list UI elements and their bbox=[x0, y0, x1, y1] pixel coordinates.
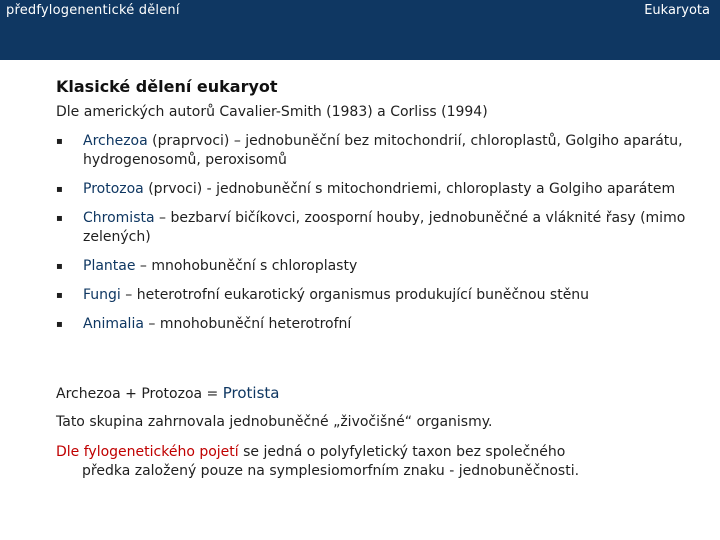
note-line: Tato skupina zahrnovala jednobuněčné „živočišné“ organismy. bbox=[56, 414, 493, 430]
list-item bbox=[56, 209, 696, 247]
bullet-icon: ▪ bbox=[56, 184, 63, 195]
section-label: předfylogenentické dělení bbox=[6, 3, 180, 18]
taxon-description: – mnohobuněční heterotrofní bbox=[143, 316, 352, 332]
list-item bbox=[56, 180, 696, 199]
header-bar bbox=[0, 0, 720, 60]
classification-list bbox=[56, 132, 696, 344]
bullet-icon: ▪ bbox=[56, 319, 63, 330]
taxon-description: (prvoci) - jednobuněční s mitochondriemi, chloroplasty a Golgiho aparátem bbox=[143, 181, 676, 197]
topic-label: Eukaryota bbox=[644, 3, 710, 18]
taxon-description: – bezbarví bičíkovci, zoosporní houby, jednobuněčné a vláknité řasy (mimo zelených) bbox=[83, 210, 686, 245]
taxon-description: (praprvoci) – jednobuněční bez mitochondrií, chloroplastů, Golgiho aparátu, hydrogenosomů, peroxisomů bbox=[83, 133, 683, 168]
conclusion-text: se jedná o polyfyletický taxon bez společného bbox=[238, 444, 566, 460]
taxon-description: – heterotrofní eukarotický organismus produkující buněčnou stěnu bbox=[120, 287, 590, 303]
taxon-name: Plantae bbox=[83, 258, 136, 274]
taxon-name: Fungi bbox=[83, 287, 121, 303]
taxon-name: Protozoa bbox=[83, 181, 144, 197]
summary-line bbox=[56, 384, 279, 404]
summary-prefix: Archezoa + Protozoa = bbox=[56, 386, 223, 402]
taxon-name: Archezoa bbox=[83, 133, 148, 149]
summary-term: Protista bbox=[222, 384, 280, 402]
slide-subtitle: Dle amerických autorů Cavalier-Smith (1983) a Corliss (1994) bbox=[56, 104, 488, 120]
bullet-icon: ▪ bbox=[56, 213, 63, 224]
bullet-icon: ▪ bbox=[56, 290, 63, 301]
list-item bbox=[56, 315, 696, 334]
conclusion-highlight: Dle fylogenetického pojetí bbox=[56, 444, 239, 460]
list-item bbox=[56, 257, 696, 276]
list-item bbox=[56, 132, 696, 170]
taxon-name: Chromista bbox=[83, 210, 155, 226]
list-item bbox=[56, 286, 696, 305]
conclusion-paragraph bbox=[56, 443, 686, 481]
bullet-icon: ▪ bbox=[56, 261, 63, 272]
taxon-description: – mnohobuněční s chloroplasty bbox=[135, 258, 358, 274]
conclusion-text-line2: předka založený pouze na symplesiomorfním znaku - jednobuněčnosti. bbox=[82, 463, 580, 479]
taxon-name: Animalia bbox=[83, 316, 144, 332]
bullet-icon: ▪ bbox=[56, 136, 63, 147]
slide-title: Klasické dělení eukaryot bbox=[56, 77, 278, 96]
